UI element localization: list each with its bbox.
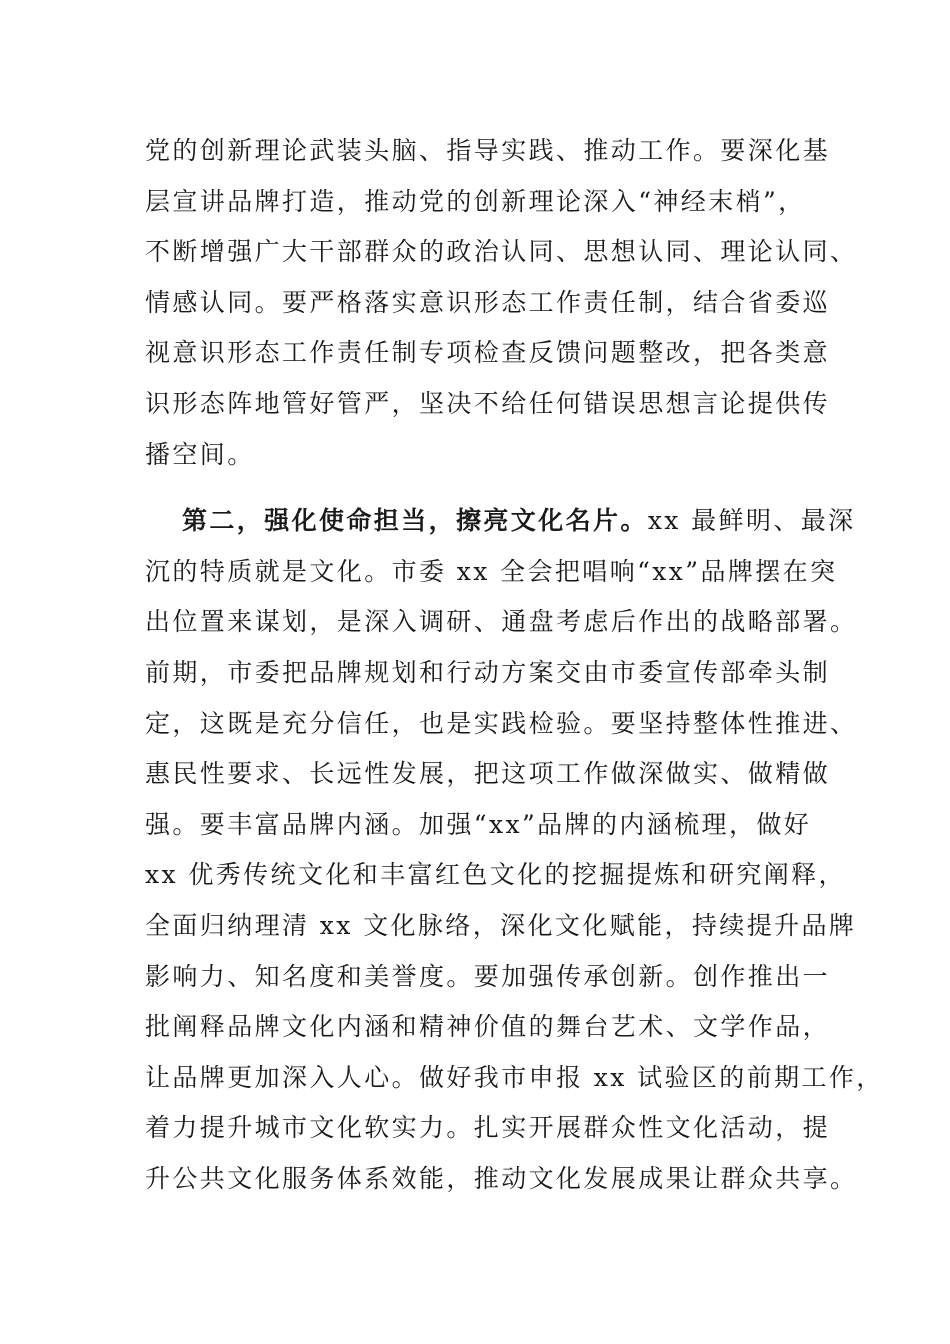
paragraph-gap — [145, 480, 825, 496]
text-line: 批阐释品牌文化内涵和精神价值的舞台艺术、文学作品， — [145, 1012, 831, 1042]
text-line: 情感认同。要严格落实意识形态工作责任制，结合省委巡 — [145, 287, 831, 317]
text-line: 升公共文化服务体系效能，推动文化发展成果让群众共享。 — [145, 1163, 858, 1193]
document-body — [145, 126, 884, 1204]
text-line: 让品牌更加深入人心。做好我市申报 xx 试验区的前期工作， — [145, 1062, 884, 1092]
text-line: 播空间。 — [145, 439, 255, 469]
paragraph-1 — [145, 126, 858, 480]
text-line: 前期，市委把品牌规划和行动方案交由市委宣传部牵头制 — [145, 657, 831, 687]
text-line: 着力提升城市文化软实力。扎实开展群众性文化活动，提 — [145, 1113, 831, 1143]
text-line: 沉的特质就是文化。市委 xx 全会把唱响“xx”品牌摆在突 — [145, 556, 838, 586]
text-line: 识形态阵地管好管严，坚决不给任何错误思想言论提供传 — [145, 388, 831, 418]
text-line: 惠民性要求、长远性发展，把这项工作做深做实、做精做 — [145, 759, 831, 789]
text-line: 视意识形态工作责任制专项检查反馈问题整改，把各类意 — [145, 338, 831, 368]
text-line: 全面归纳理清 xx 文化脉络，深化文化赋能，持续提升品牌 — [145, 910, 857, 940]
text-line: 强。要丰富品牌内涵。加强“xx”品牌的内涵梳理，做好 — [145, 809, 812, 839]
text-line: 定，这既是充分信任，也是实践检验。要坚持整体性推进、 — [145, 708, 858, 738]
text-line: xx 优秀传统文化和丰富红色文化的挖掘提炼和研究阐释， — [145, 860, 846, 890]
text-line: 党的创新理论武装头脑、指导实践、推动工作。要深化基 — [145, 136, 831, 165]
heading-line-rest: xx 最鲜明、最深 — [647, 506, 856, 536]
section-heading: 第二，强化使命担当，擦亮文化名片。 — [182, 506, 648, 536]
text-line: 出位置来谋划，是深入调研、通盘考虑后作出的战略部署。 — [145, 607, 858, 637]
text-line: 影响力、知名度和美誉度。要加强传承创新。创作推出一 — [145, 961, 831, 991]
text-line-first — [145, 496, 856, 547]
paragraph-2 — [145, 496, 884, 1204]
text-line: 层宣讲品牌打造，推动党的创新理论深入“神经末梢”， — [145, 186, 806, 216]
text-line: 不断增强广大干部群众的政治认同、思想认同、理论认同、 — [145, 237, 858, 267]
